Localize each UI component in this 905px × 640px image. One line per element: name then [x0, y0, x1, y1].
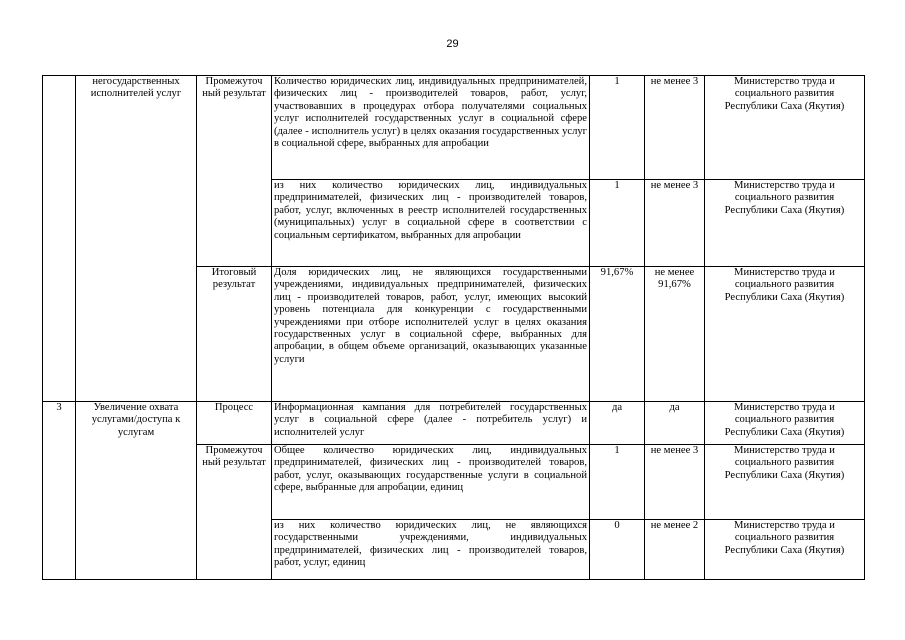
target-cell: не менее 2 — [645, 520, 705, 580]
value-cell: да — [590, 402, 645, 445]
row-number-cell — [43, 76, 76, 402]
responsible-cell: Министерство труда и социального развития Республики Саха (Якутия) — [705, 445, 865, 520]
value-cell: 0 — [590, 520, 645, 580]
value-cell: 91,67% — [590, 267, 645, 402]
responsible-cell: Министерство труда и социального развития Республики Саха (Якутия) — [705, 267, 865, 402]
responsible-cell: Министерство труда и социального развития Республики Саха (Якутия) — [705, 180, 865, 267]
task-cell: Увеличение охвата услугами/доступа к услугам — [76, 402, 197, 580]
table-row — [43, 76, 865, 180]
value-cell: 1 — [590, 180, 645, 267]
result-type-cell: Промежуточ ный результат — [197, 76, 272, 267]
indicator-cell: Доля юридических лиц, не являющихся государственными учреждениями, индивидуальных предпринимателей, физических лиц - производителей товаров, работ, услуг, имеющих высокий уровень потенциала для конкуренции с государственными учреждениями при отборе исполнителей услуг в целях оказания государственных услуг в социальной сфере, выбранных для апробации, в общем объеме организаций, оказывающих указанные услуги — [272, 267, 590, 402]
responsible-cell: Министерство труда и социального развития Республики Саха (Якутия) — [705, 520, 865, 580]
result-type-cell: Промежуточ ный результат — [197, 445, 272, 580]
indicator-cell: Общее количество юридических лиц, индивидуальных предпринимателей, физических лиц - производителей товаров, работ, услуг, оказывающих государственные услуги в социальной сфере, выбранные для апробации, единиц — [272, 445, 590, 520]
responsible-cell: Министерство труда и социального развития Республики Саха (Якутия) — [705, 402, 865, 445]
result-type-cell: Итоговый результат — [197, 267, 272, 402]
value-cell: 1 — [590, 445, 645, 520]
page-number: 29 — [446, 38, 459, 50]
value-cell: 1 — [590, 76, 645, 180]
indicator-cell: Информационная кампания для потребителей государственных услуг в социальной сфере (далее - потребитель услуг) и исполнителей услуг — [272, 402, 590, 445]
indicator-cell: из них количество юридических лиц, не являющихся государственными учреждениями, индивидуальных предпринимателей, физических лиц - производителей товаров, работ, услуг, единиц — [272, 520, 590, 580]
result-type-cell: Процесс — [197, 402, 272, 445]
target-cell: не менее 3 — [645, 180, 705, 267]
indicator-cell: Количество юридических лиц, индивидуальных предпринимателей, физических лиц - производителей товаров, работ, услуг, участвовавших в процедурах отбора получателями социальных услуг исполнителей государственных услуг в социальной сфере (далее - исполнитель услуг) в целях оказания государственных услуг в социальной сфере, выбранных для апробации — [272, 76, 590, 180]
results-table — [42, 75, 865, 580]
task-cell: негосударственных исполнителей услуг — [76, 76, 197, 402]
target-cell: не менее 91,67% — [645, 267, 705, 402]
table-row — [43, 402, 865, 445]
indicator-cell: из них количество юридических лиц, индивидуальных предпринимателей, физических лиц - производителей товаров, работ, услуг, включенных в реестр исполнителей государственных (муниципальных) услуг в социальной сфере в соответствии с социальным сертификатом, выбранных для апробации — [272, 180, 590, 267]
row-number-cell: 3 — [43, 402, 76, 580]
target-cell: не менее 3 — [645, 445, 705, 520]
target-cell: да — [645, 402, 705, 445]
responsible-cell: Министерство труда и социального развития Республики Саха (Якутия) — [705, 76, 865, 180]
target-cell: не менее 3 — [645, 76, 705, 180]
